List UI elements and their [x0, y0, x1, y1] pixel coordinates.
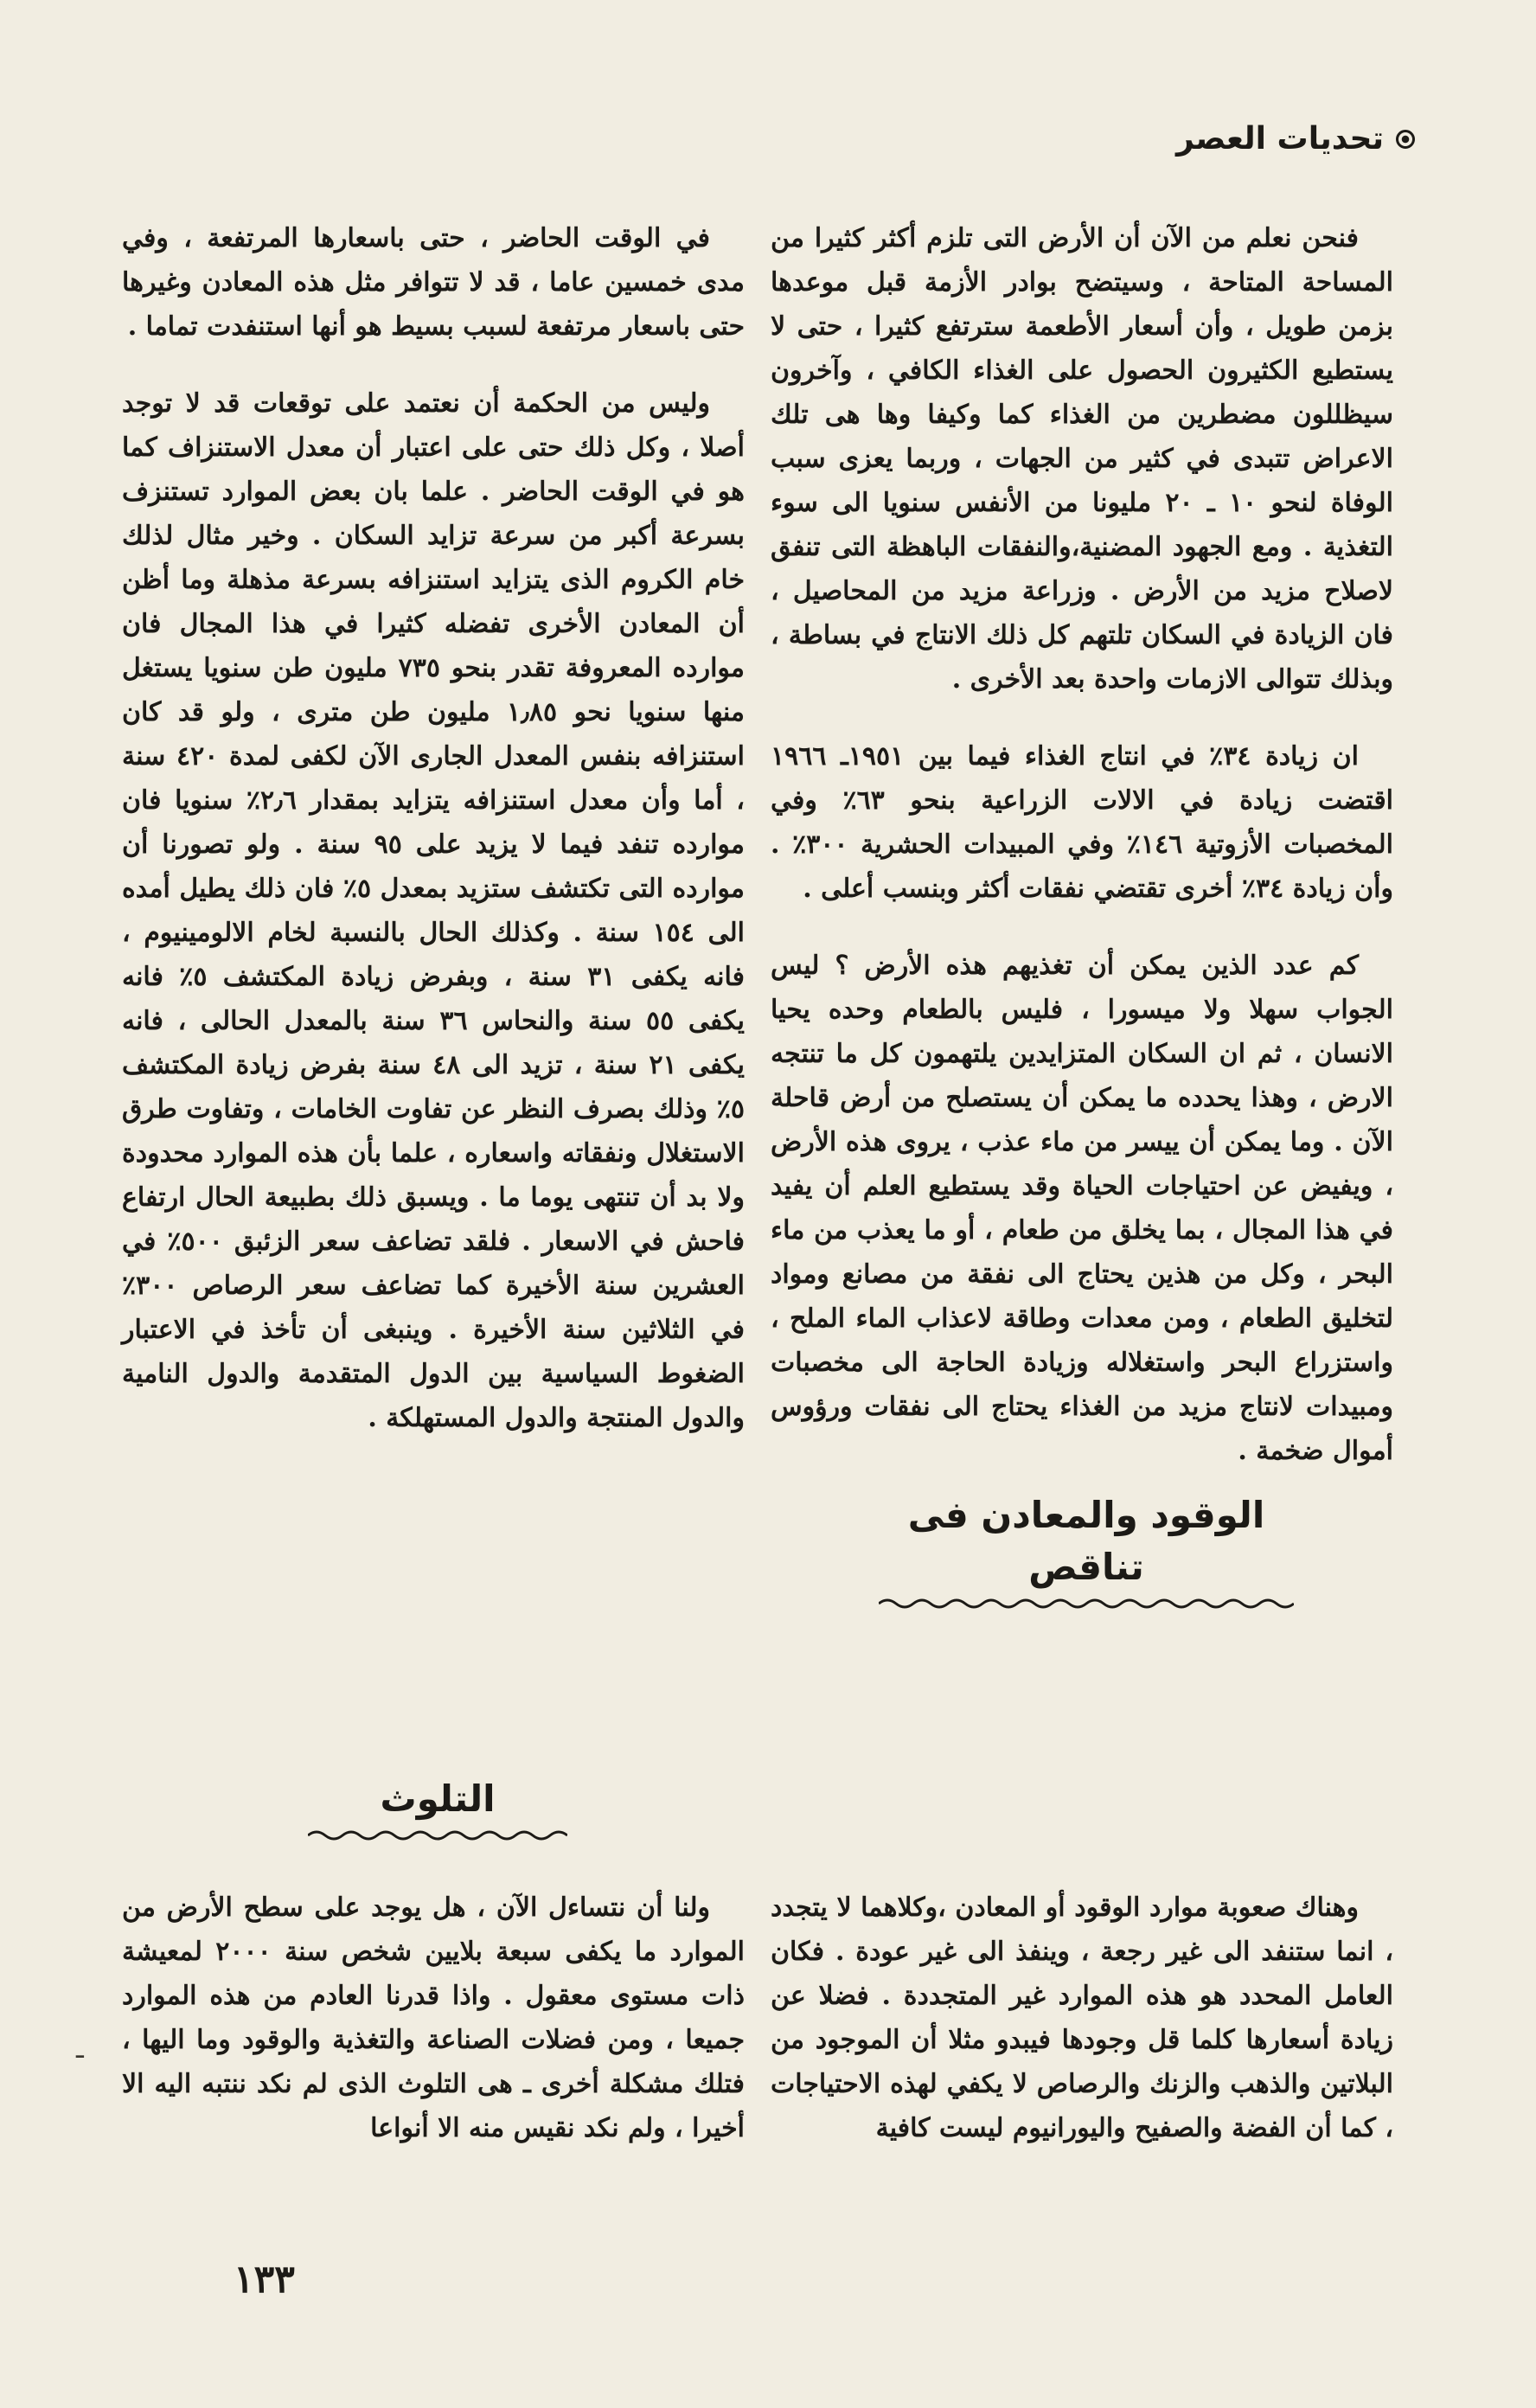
left-section-column	[122, 1886, 745, 2183]
left-column	[122, 216, 745, 1473]
right-paragraph-2: ان زيادة ٣٤٪ في انتاج الغذاء فيما بين ١٩٥١ـ ١٩٦٦ اقتضت زيادة في الالات الزراعية بنحو ٦٣٪ وفي المخصبات الأزوتية ١٤٦٪ وفي المبيدات الحشرية ٣٠٠٪ . وأن زيادة ٣٤٪ أخرى تقتضي نفقات أكثر وبنسب أعلى .	[771, 741, 1394, 904]
right-paragraph-3: كم عدد الذين يمكن أن تغذيهم هذه الأرض ؟ ليس الجواب سهلا ولا ميسورا ، فليس بالطعام وحده يحيا الانسان ، ثم ان السكان المتزايدين يلتهمون كل ما تنتجه الارض ، وهذا يحدده ما يمكن أن يستصلح من أرض قاحلة الآن . وما يمكن أن ييسر من ماء عذب ، يروى هذه الأرض ، ويفيض عن احتياجات الحياة وقد يستطيع العلم أن يفيد في هذا المجال ، بما يخلق من طعام ، أو ما يعذب من ماء البحر ، وكل من هذين يحتاج الى نفقة من مصانع ومواد لتخليق الطعام ، ومن معدات وطاقة لاعذاب الماء الملح ، واستزراع البحر واستغلاله وزيادة الحاجة الى مخصبات ومبيدات لانتاج مزيد من الغذاء يحتاج الى نفقات ورؤوس أموال ضخمة .	[771, 951, 1393, 1466]
left-section-heading-block	[291, 1773, 585, 1842]
left-paragraph-1: في الوقت الحاضر ، حتى باسعارها المرتفعة ، وفي مدى خمسين عاما ، قد لا تتوافر مثل هذه المعادن وغيرها حتى باسعار مرتفعة لسبب بسيط هو أنها استنفدت تماما .	[122, 223, 745, 342]
right-section-paragraph: وهناك صعوبة موارد الوقود أو المعادن ،وكلاهما لا يتجدد ، انما ستنفد الى غير رجعة ، وينفذ الى غير عودة . فكان العامل المحدد هو هذه الموارد غير المتجددة . فضلا عن زيادة أسعارها كلما قل وجودها فيبدو مثلا أن الموجود من البلاتين والذهب والزنك والرصاص لا يكفي لهذه الاحتياجات ، كما أن الفضة والصفيح واليورانيوم ليست كافية	[771, 1892, 1393, 2143]
wavy-underline-icon	[308, 1828, 567, 1842]
running-head	[1176, 121, 1415, 157]
section-heading-pollution: التلوث	[380, 1777, 496, 1820]
right-section-column	[771, 1886, 1393, 2183]
left-section-paragraph: ولنا أن نتساءل الآن ، هل يوجد على سطح الأرض من الموارد ما يكفى سبعة بلايين شخص سنة ٢٠٠٠ لمعيشة ذات مستوى معقول . واذا قدرنا العادم من هذه الموارد جميعا ، ومن فضلات الصناعة والتغذية والوقود وما اليها ، فتلك مشكلة أخرى ـ هى التلوث الذى لم نكد ننتبه اليه الا أخيرا ، ولم نكد نقيس منه الا أنواعا	[122, 1892, 745, 2143]
right-paragraph-1: فنحن نعلم من الآن أن الأرض التى تلزم أكثر كثيرا من المساحة المتاحة ، وسيتضح بوادر الأزمة قبل موعدها بزمن طويل ، وأن أسعار الأطعمة سترتفع كثيرا ، حتى لا يستطيع الكثيرون الحصول على الغذاء الكافي ، وآخرون سيظللون مضطرين من الغذاء كما وكيفا وها هى تلك الاعراض تتبدى في كثير من الجهات ، وربما يعزى سبب الوفاة لنحو ١٠ ـ ٢٠ مليونا من الأنفس سنويا الى سوء التغذية . ومع الجهود المضنية،والنفقات الباهظة التى تنفق لاصلاح مزيد من الأرض . وزراعة مزيد من المحاصيل ، فان الزيادة في السكان تلتهم كل ذلك الانتاج في بساطة ، وبذلك تتوالى الازمات واحدة بعد الأخرى .	[771, 223, 1393, 695]
wavy-underline-icon	[879, 1597, 1294, 1611]
left-paragraph-2: وليس من الحكمة أن نعتمد على توقعات قد لا توجد أصلا ، وكل ذلك حتى على اعتبار أن معدل الاستنزاف كما هو في الوقت الحاضر . علما بان بعض الموارد تستنزف بسرعة أكبر من سرعة تزايد السكان . وخير مثال لذلك خام الكروم الذى يتزايد استنزافه بسرعة مذهلة وما أظن أن المعادن الأخرى تفضله كثيرا في هذا المجال فان موارده المعروفة تقدر بنحو ٧٣٥ مليون طن سنويا يستغل منها سنويا نحو ١٫٨٥ مليون طن مترى ، ولو قد كان استنزافه بنفس المعدل الجارى الآن لكفى لمدة ٤٢٠ سنة ، أما وأن معدل استنزافه يتزايد بمقدار ٢٫٦٪ سنويا فان موارده تنفد فيما لا يزيد على ٩٥ سنة . ولو تصورنا أن موارده التى تكتشف ستزيد بمعدل ٥٪ فان ذلك يطيل أمده الى ١٥٤ سنة . وكذلك الحال بالنسبة لخام الالومينيوم ، فانه يكفى ٣١ سنة ، وبفرض زيادة المكتشف ٥٪ فانه يكفى ٥٥ سنة والنحاس ٣٦ سنة بالمعدل الحالى ، فانه يكفى ٢١ سنة ، تزيد الى ٤٨ سنة بفرض زيادة المكتشف ٥٪ وذلك بصرف النظر عن تفاوت الخامات ، وتفاوت طرق الاستغلال ونفقاته واسعاره ، علما بأن هذه الموارد محدودة ولا بد أن تنتهى يوما ما . ويسبق ذلك بطبيعة الحال ارتفاع فاحش في الاسعار . فلقد تضاعف سعر الزئبق ٥٠٠٪ في العشرين سنة الأخيرة كما تضاعف سعر الرصاص ٣٠٠٪ في الثلاثين سنة الأخيرة . وينبغى أن تأخذ في الاعتبار الضغوط السياسية بين الدول المتقدمة والدول النامية والدول المنتجة والدول المستهلكة .	[122, 388, 746, 1433]
page-number: ١٣٣	[234, 2258, 295, 2302]
bullet-icon	[1396, 130, 1415, 149]
running-title: تحديات العصر	[1175, 121, 1384, 157]
section-heading-fuel-minerals: الوقود والمعادن فى تناقص	[907, 1494, 1265, 1588]
margin-mark-icon: ـ	[76, 2034, 84, 2065]
right-column	[771, 216, 1393, 1506]
right-section-heading-block	[844, 1489, 1328, 1611]
